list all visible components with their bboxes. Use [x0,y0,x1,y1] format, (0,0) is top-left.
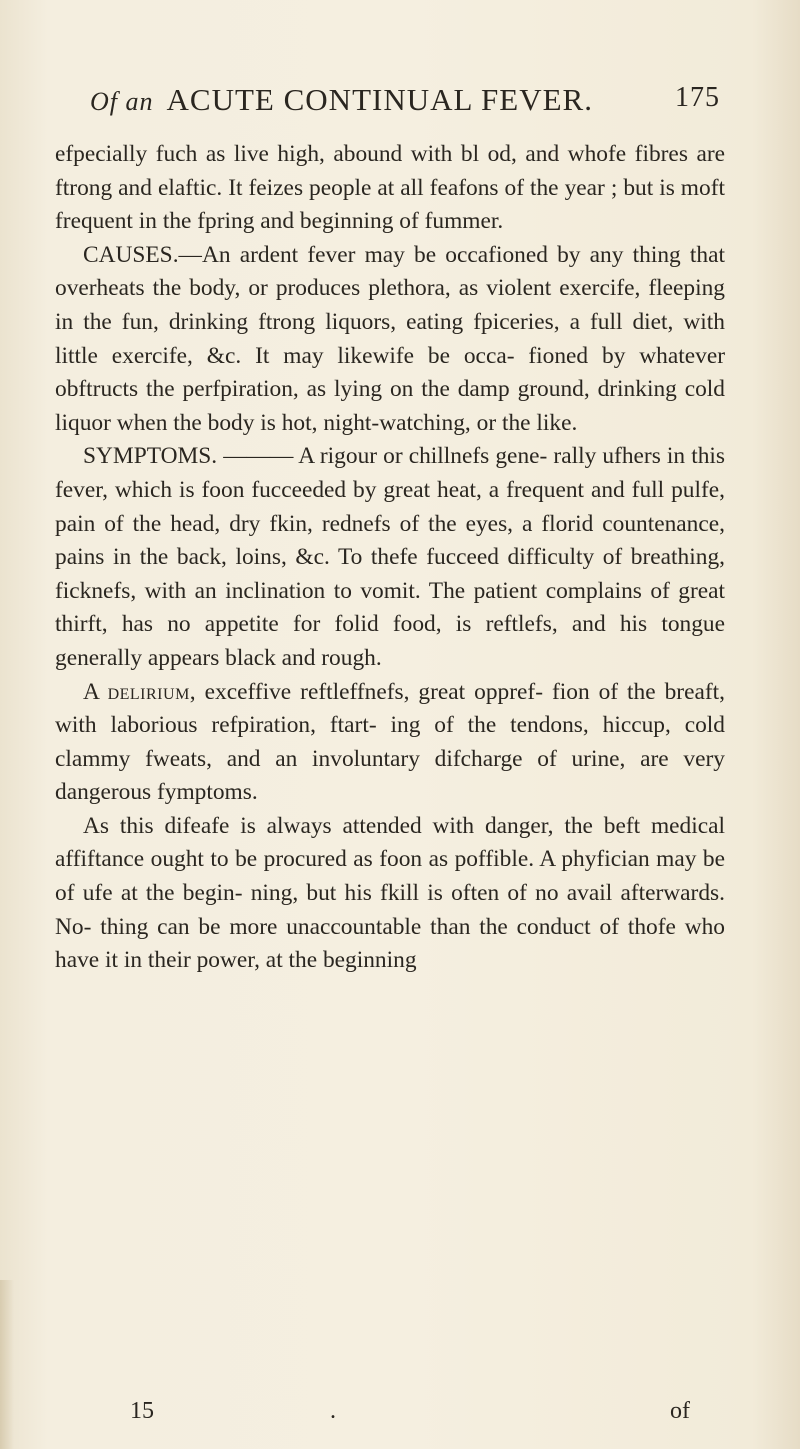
page-edge-shadow [0,1280,14,1449]
symptoms-text: ——— A rigour or chillnefs gene- rally ufhers in this fever, which is foon fucceeded by great heat, a frequent and full pulfe, pain of the head, dry fkin, rednefs of the eyes, a florid countenance, pains in the back, loins, &c. To thefe fucceed difficulty of breathing, ficknefs, with an inclination to vomit. The patient complains of great thirft, has no appetite for folid food, is reftlefs, and his tongue generally appears black and rough. [55,443,725,671]
paragraph-symptoms [55,440,725,675]
paragraph-delirium [55,676,725,810]
delirium-text: , exceffive reftleffnefs, great oppref- fion of the breaft, with laborious refpiration, ftart- ing of the tendons, hiccup, cold clammy fweats, and an involuntary difcharge of urine, are very dangerous fymptoms. [55,678,725,806]
paragraph-1-text: efpecially fuch as live high, abound with bl od, and whofe fibres are ftrong and elaftic. It feizes people at all feafons of the year ; but is moft frequent in the fpring and beginning of fummer. [55,141,725,235]
paragraph-1 [55,138,725,239]
body-text [55,138,725,978]
running-header [90,82,720,118]
footer-dot: . [330,1398,336,1424]
symptoms-heading: SYMPTOMS. [83,443,218,470]
paragraph-5 [55,810,725,978]
paragraph-causes [55,239,725,441]
page-number: 175 [675,82,720,113]
header-prefix: Of an [90,87,154,116]
paragraph-5-text: As this difeafe is always attended with danger, the beft medical affiftance ought to be procured as foon as poffible. A phyfician may be of ufe at the begin- ning, but his fkill is often of no avail afterwards. No- thing can be more unaccountable than the conduct of thofe who have it in their power, at the beginning [55,812,725,974]
causes-heading: CAUSES. [83,241,179,268]
signature-mark: 15 [130,1398,154,1424]
delirium-word: delirium [107,678,190,705]
header-title: ACUTE CONTINUAL FEVER. [166,82,593,117]
delirium-lead: A [83,678,108,705]
causes-text: —An ardent fever may be occafioned by any thing that overheats the body, or produces plethora, as violent exercife, fleeping in the fun, drinking ftrong liquors, eating fpiceries, a full diet, with little exercife, &c. It may likewife be occa- fioned by whatever obftructs the perfpiration, as lying on the damp ground, drinking cold liquor when the body is hot, night-watching, or the like. [55,241,725,436]
catchword: of [670,1398,690,1424]
